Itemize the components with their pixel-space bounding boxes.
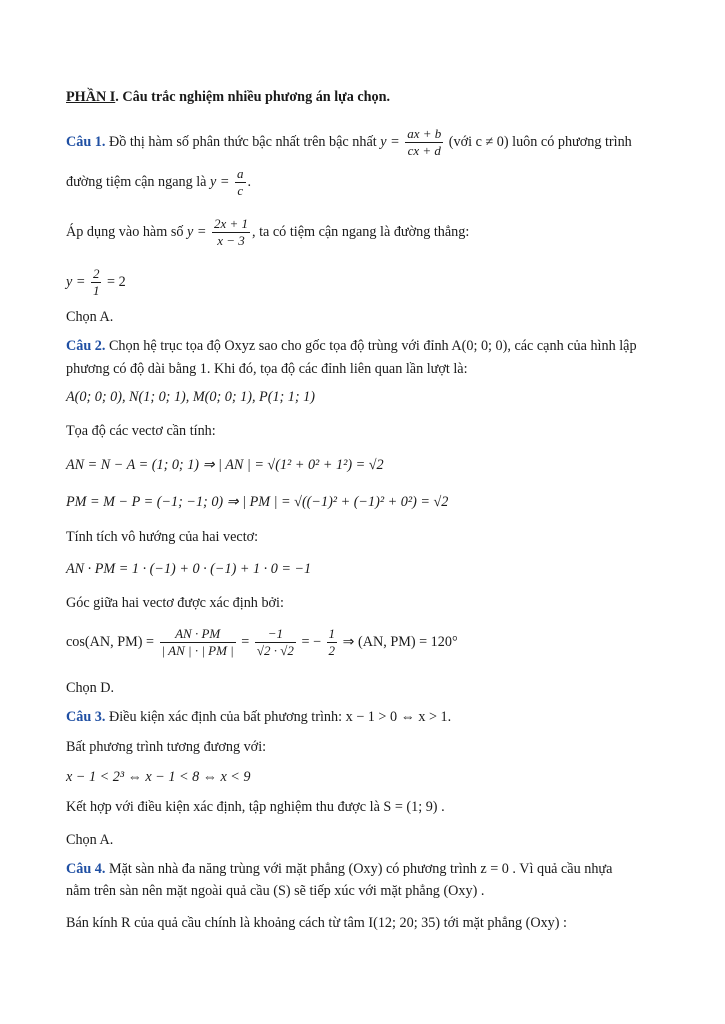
q3-equiv-title: Bất phương trình tương đương với: [66,739,267,755]
q2-dot-product: AN · PM = 1 · (−1) + 0 · (−1) + 1 · 0 = −1 [66,561,312,577]
q3-line1: Câu 3. Điều kiện xác định của bất phương trình: x − 1 > 0 ⇔ x > 1. [66,709,452,725]
q2-cos-formula: cos(AN, PM) = $\frac{AN \cdot PM}{| AN | \cdot | PM |}$ = $\frac{-1}{√2 \cdot √2}$ = − $\frac{1}{2}$ ⇒ (AN, PM) = 120° [66,626,458,658]
q1-line1: Câu 1. Đồ thị hàm số phân thức bậc nhất trên bậc nhất y = $\frac{ax + b}{cx + d}$ (với c ≠ 0) luôn có phương trình [66,126,632,158]
q4-line1: Câu 4. Mặt sàn nhà đa năng trùng với mặt phẳng (Oxy) có phương trình z = 0 . Vì quả cầu nhựa [66,861,613,877]
q2-cos-fraction-3: $\frac{1}{2}$ [328,626,336,658]
q2-line1: Câu 2. Chọn hệ trục tọa độ Oxyz sao cho gốc tọa độ trùng với đỉnh A(0; 0; 0), các cạnh của hình lập [66,338,637,354]
q2-cos-fraction-1: $\frac{AN \cdot PM}{| AN | \cdot | PM |}$ [161,626,234,658]
q2-an-vector: AN = N − A = (1; 0; 1) ⇒ | AN | = √(1² + 0² + 1²) = √2 [66,457,384,473]
q3-answer: Chọn A. [66,832,114,848]
q3-equiv-line: x − 1 < 2³ ⇔ x − 1 < 8 ⇔ x < 9 [66,769,251,785]
q1-answer: Chọn A. [66,309,114,325]
q4-line2: nằm trên sàn nên mặt ngoài quả cầu (S) sẽ tiếp xúc với mặt phẳng (Oxy) . [66,883,485,899]
q4-line3: Bán kính R của quả cầu chính là khoảng cách từ tâm I(12; 20; 35) tới mặt phẳng (Oxy) : [66,915,567,931]
q1-apply: Áp dụng vào hàm số y = $\frac{2x + 1}{x - 3}$ , ta có tiệm cận ngang là đường thẳng: [66,216,470,248]
q1-asymptote-fraction: $\frac{a}{c}$ [237,166,244,198]
q2-coords: A(0; 0; 0), N(1; 0; 1), M(0; 0; 1), P(1; 1; 1) [66,389,315,405]
q2-line2: phương có độ dài bằng 1. Khi đó, tọa độ các đỉnh liên quan lần lượt là: [66,361,468,377]
q1-line2: đường tiệm cận ngang là y = $\frac{a}{c}$ . [66,166,252,198]
q1-result: y = $\frac{2}{1}$ = 2 [66,266,126,298]
q2-dot-title: Tính tích vô hướng của hai vectơ: [66,529,259,545]
q1-apply-fraction: $\frac{2x + 1}{x - 3}$ [213,216,248,248]
section-heading: PHẦN I. Câu trắc nghiệm nhiều phương án lựa chọn. [66,89,391,105]
q2-angle-title: Góc giữa hai vectơ được xác định bởi: [66,595,284,611]
q2-cos-fraction-2: $\frac{-1}{√2 \cdot √2}$ [256,626,294,658]
q2-pm-vector: PM = M − P = (−1; −1; 0) ⇒ | PM | = √((−1)² + (−1)² + 0²) = √2 [66,494,449,510]
q2-vec-title: Tọa độ các vectơ cần tính: [66,423,216,439]
q2-answer: Chọn D. [66,680,115,696]
q1-result-fraction: $\frac{2}{1}$ [92,266,100,298]
q3-combine: Kết hợp với điều kiện xác định, tập nghiệm thu được là S = (1; 9) . [66,799,445,815]
q1-fraction: $\frac{ax + b}{cx + d}$ [407,126,442,158]
